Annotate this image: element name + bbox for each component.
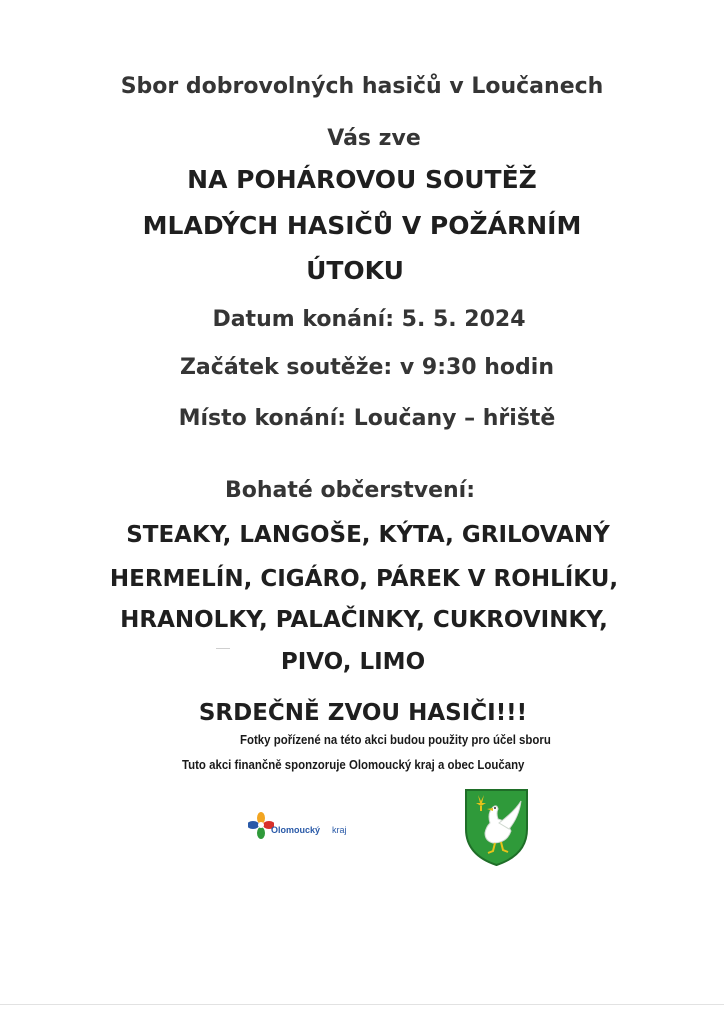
- sponsor-notice: Tuto akci finančně sponzoruje Olomoucký kraj a obec Loučany: [181, 757, 525, 772]
- menu-line-4: PIVO, LIMO: [280, 649, 426, 675]
- olomoucky-word: Olomoucký: [271, 825, 321, 835]
- event-date: Datum konání: 5. 5. 2024: [212, 307, 526, 332]
- closing-line: SRDEČNĚ ZVOU HASIČI!!!: [198, 700, 528, 726]
- title-line-1: NA POHÁROVOU SOUTĚŽ: [187, 165, 537, 194]
- event-place: Místo konání: Loučany – hřiště: [178, 406, 556, 431]
- menu-line-2: HERMELÍN, CIGÁRO, PÁREK V ROHLÍKU,: [109, 566, 619, 592]
- olomoucky-kraj-logo: [248, 808, 368, 848]
- scan-edge-line: [0, 1004, 724, 1005]
- scan-speck: [216, 648, 230, 649]
- menu-line-1: STEAKY, LANGOŠE, KÝTA, GRILOVANÝ: [126, 522, 610, 548]
- title-line-2: MLADÝCH HASIČŮ V POŽÁRNÍM: [142, 211, 582, 240]
- invite-text: Vás zve: [327, 126, 421, 151]
- refreshments-heading: Bohaté občerstvení:: [224, 478, 476, 503]
- title-line-3: ÚTOKU: [306, 256, 404, 285]
- event-start-time: Začátek soutěže: v 9:30 hodin: [179, 355, 554, 380]
- loucany-coat-of-arms-icon: [463, 787, 530, 867]
- organizer-name: Sbor dobrovolných hasičů v Loučanech: [120, 74, 604, 99]
- photo-notice: Fotky pořízené na této akci budou použity pro účel sboru: [240, 732, 551, 747]
- menu-line-3: HRANOLKY, PALAČINKY, CUKROVINKY,: [120, 607, 608, 633]
- kraj-word: kraj: [332, 825, 347, 835]
